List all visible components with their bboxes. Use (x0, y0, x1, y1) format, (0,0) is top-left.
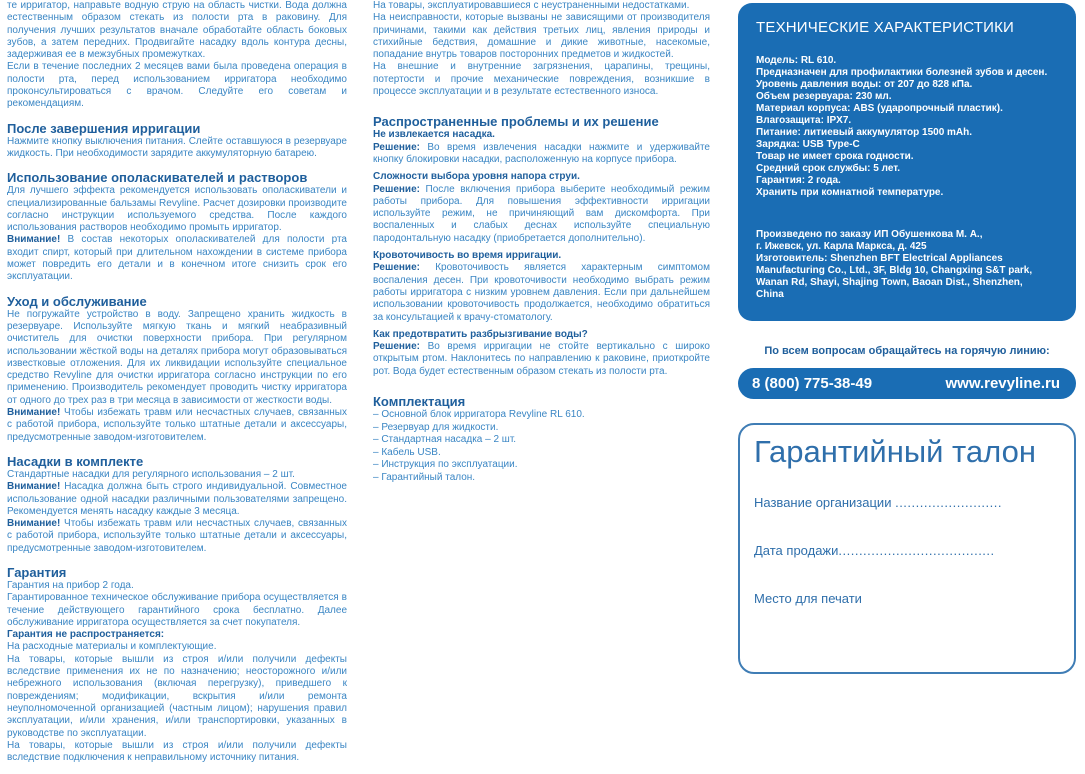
manufacturer-line: г. Ижевск, ул. Карла Маркса, д. 425 (756, 241, 927, 252)
manufacturer-line: Изготовитель: Shenzhen BFT Electrical Appliances (756, 253, 1003, 264)
section-title: Насадки в комплекте (7, 453, 144, 469)
solution-body: Во время ирригации не стойте вертикально с широко открытым ртом. Наклонитесь по направлению к раковине, приоткройте рот. Вода будет естественным образом стекать из полости рта. (373, 341, 710, 377)
website-link[interactable]: www.revyline.ru (945, 375, 1060, 392)
warning-paragraph (7, 481, 347, 518)
spec-line: Товар не имеет срока годности. (756, 151, 914, 162)
warning-paragraph (7, 407, 347, 444)
warning-paragraph (7, 234, 347, 283)
intro-paragraph: те ирригатор, направьте водную струю на область чистки. Вода должна естественным образом стекать из полости рта в раковину. Для получения лучших результатов вначале обработайте область боковых зубов, а затем передних. Продвигайте насадку вдоль контура десны, задерживая ее в межзубных промежутках. (7, 0, 347, 61)
section-title: Комплектация (373, 394, 466, 410)
column-middle (373, 0, 710, 494)
organization-label: Название организации (754, 495, 896, 510)
kit-item: – Гарантийный талон. (373, 471, 476, 483)
section-title: Гарантия (7, 564, 67, 580)
kit-section (373, 394, 710, 484)
exclusion-item: На товары, эксплуатировавшиеся с неустраненными недостатками. (373, 0, 690, 11)
spec-line: Материал корпуса: ABS (ударопрочный пластик). (756, 103, 1003, 114)
sale-date-dots: ...................................... (838, 543, 995, 558)
stamp-label: Место для печати (754, 591, 862, 606)
section-text: Гарантированное техническое обслуживание прибора осуществляется в течение действующего гарантийного срока бесплатно. Далее обслуживание ирригатора осуществляется за счет покупателя. (7, 592, 347, 628)
sale-date-field[interactable] (754, 543, 1060, 559)
kit-item: – Резервуар для жидкости. (373, 421, 499, 433)
warning-label: Внимание! (7, 234, 61, 246)
hotline-caption: По всем вопросам обращайтесь на горячую линию: (764, 345, 1050, 357)
spec-line: Хранить при комнатной температуре. (756, 187, 944, 198)
after-irrigation-section (7, 121, 347, 161)
section-text: Стандартные насадки для регулярного использования – 2 шт. (7, 468, 295, 480)
solution-body: Кровоточивость является характерным симптомом воспаления десен. При кровоточивости необходимо выбрать режим работы ирригатора с низким уровнем давления. Если при дальнейшем использовании кровоточивость продолжается, необходимо обратиться за консультацией к врачу-стоматологу. (373, 262, 710, 323)
warning-text: В состав некоторых ополаскивателей для полости рта входит спирт, который при длительном нахождении в системе прибора может повредить его детали и в конечном итоге снизить срок его эксплуатации. (7, 234, 347, 283)
manufacturer-line: China (756, 289, 784, 300)
kit-item: – Стандартная насадка – 2 шт. (373, 434, 517, 446)
intro-paragraph: Если в течение последних 2 месяцев вами была проведена операция в полости рта, перед использованием ирригатора необходимо проконсультироваться с врачом. Следуйте его советам и рекомендациям. (7, 61, 347, 110)
warning-text: Чтобы избежать травм или несчастных случаев, связанных с работой прибора, используйте только штатные детали и аксессуары, предусмотренные заводом-изготовителем. (7, 407, 347, 443)
intro-section (7, 0, 347, 111)
kit-item: – Инструкция по эксплуатации. (373, 459, 518, 471)
exclusion-item: На товары, которые вышли из строя и/или получили дефекты вследствие применения их не по назначению; неосторожного и/или небрежного использования (включая перегрузку), приведшего к повреждениям; модификации, вскрытия и/или ремонта неуполномоченной организацией (частным лицом); нарушения правил эксплуатации, и/или хранения, и/или транспортировки, указанных в руководстве по эксплуатации. (7, 653, 347, 739)
warranty-section (7, 565, 347, 764)
problem-item (373, 250, 710, 324)
solution-text (373, 341, 710, 378)
problem-item (373, 329, 710, 378)
warranty-card-title: Гарантийный талон (754, 434, 1036, 469)
spec-line: Модель: RL 610. (756, 55, 837, 66)
solution-text (373, 262, 710, 323)
exclusion-item: На внешние и внутренние загрязнения, царапины, трещины, потертости и прочие механические повреждения, возникшие в процессе эксплуатации и в результате естественного износа. (373, 61, 710, 98)
problems-section (373, 114, 710, 378)
specs-panel (738, 3, 1076, 321)
exclusions-continued (373, 0, 710, 98)
stamp-area (754, 591, 1060, 607)
solution-text (373, 142, 710, 167)
nozzles-section (7, 454, 347, 555)
hotline-bar (738, 368, 1076, 399)
spec-line: Уровень давления воды: от 207 до 828 кПа. (756, 79, 973, 90)
spec-line: Средний срок службы: 5 лет. (756, 163, 901, 174)
specs-title: ТЕХНИЧЕСКИЕ ХАРАКТЕРИСТИКИ (756, 19, 1015, 36)
section-text: Для лучшего эффекта рекомендуется использовать ополаскиватели и специализированные бальзамы Revyline. Расчет дозировки производите согласно инструкции используемого средства. После каждого использования растворов необходимо промыть ирригатор. (7, 185, 347, 234)
column-right (738, 0, 1076, 752)
organization-dots: .......................... (895, 495, 1002, 510)
spec-line: Зарядка: USB Type-C (756, 139, 860, 150)
solution-body: Во время извлечения насадки нажмите и удерживайте кнопку блокировки насадки, расположенную на корпусе прибора. (373, 141, 710, 165)
care-section (7, 294, 347, 444)
warning-label: Внимание! (7, 518, 61, 530)
section-text: Нажмите кнопку выключения питания. Слейте оставшуюся в резервуаре жидкость. При необходимости зарядите аккумуляторную батарею. (7, 135, 347, 159)
section-text: Не погружайте устройство в воду. Запрещено хранить жидкость в резервуаре. Используйте мягкую ткань и мягкий неабразивный очиститель для очистки поверхности прибора. При регулярном использовании жёсткой воды на деталях прибора могут образовываться известковые отложения. Для их ликвидации используйте специальное средство Revyline для очистки ирригатора согласно инструкции по его применению. Производитель рекомендует проводить чистку ирригатора от одного до трех раз в три месяца в зависимости от жесткости воды. (7, 308, 347, 406)
kit-list (373, 409, 710, 484)
problem-title: Кровоточивость во время ирригации. (373, 250, 562, 262)
manufacturer-line: Manufacturing Co., Ltd., 3F, Bldg 10, Changxing S&T park, (756, 265, 1033, 276)
manufacturer-line: Произведено по заказу ИП Обушенкова М. А., (756, 229, 983, 240)
exclusion-item: На неисправности, которые вызваны не зависящими от производителя причинами, такими как действия третьих лиц, явления природы и стихийные бедствия, домашние и дикие животные, насекомые, попадание внутрь товаров посторонних предметов и жидкостей. (373, 12, 710, 61)
exclusion-item: На товары, которые вышли из строя и/или получили дефекты вследствие подключения к неправильному источнику питания. (7, 739, 347, 764)
section-title: Распространенные проблемы и их решение (373, 114, 659, 130)
kit-item: – Кабель USB. (373, 446, 441, 458)
column-left (7, 0, 347, 774)
section-title: Уход и обслуживание (7, 293, 147, 309)
hotline-phone[interactable]: 8 (800) 775-38-49 (752, 375, 873, 392)
problem-title: Как предотвратить разбрызгивание воды? (373, 328, 588, 340)
kit-item: – Основной блок ирригатора Revyline RL 610. (373, 409, 585, 421)
manufacturer-line: Wanan Rd, Shayi, Shajing Town, Baoan Dist., Shenzhen, (756, 277, 1023, 288)
section-text: Гарантия на прибор 2 года. (7, 579, 134, 591)
section-title: Использование ополаскивателей и растворов (7, 170, 308, 186)
specs-list (756, 55, 1058, 199)
rinses-section (7, 170, 347, 283)
warning-text: Чтобы избежать травм или несчастных случаев, связанных с работой прибора, используйте только штатные детали и аксессуары, предусмотренные заводом-изготовителем. (7, 518, 347, 554)
spec-line: Предназначен для профилактики болезней зубов и десен. (756, 67, 1048, 78)
solution-label: Решение: (373, 341, 420, 353)
solution-label: Решение: (373, 262, 420, 274)
section-title: После завершения ирригации (7, 120, 201, 136)
solution-body: После включения прибора выберите необходимый режим работы прибора. Для повышения эффективности ирригации используйте режим, не причиняющий вам дискомфорта. При воспаленных и слабых деснах используйте специальную пародонтальную насадку (приобретается дополнительно). (373, 183, 710, 244)
spec-line: Гарантия: 2 года. (756, 175, 841, 186)
spec-line: Влагозащита: IPX7. (756, 115, 852, 126)
warranty-card (738, 423, 1076, 674)
warning-label: Внимание! (7, 481, 61, 493)
warning-text: Насадка должна быть строго индивидуальной. Совместное использование одной насадки различными пользователями запрещено. Рекомендуется менять насадку каждые 3 месяца. (7, 481, 347, 517)
sale-date-label: Дата продажи (754, 543, 839, 558)
problem-title: Не извлекается насадка. (373, 129, 495, 141)
solution-label: Решение: (373, 183, 420, 195)
solution-label: Решение: (373, 141, 420, 153)
organization-field[interactable] (754, 495, 1060, 511)
spec-line: Объем резервуара: 230 мл. (756, 91, 892, 102)
spec-line: Питание: литиевый аккумулятор 1500 mAh. (756, 127, 973, 138)
exclusions-label: Гарантия не распространяется: (7, 629, 165, 641)
solution-text (373, 184, 710, 245)
problem-item (373, 171, 710, 245)
exclusion-item: На расходные материалы и комплектующие. (7, 641, 217, 653)
warning-label: Внимание! (7, 407, 61, 419)
problem-item (373, 129, 710, 166)
problem-title: Сложности выбора уровня напора струи. (373, 171, 580, 183)
warning-paragraph (7, 518, 347, 555)
manufacturer-info (756, 229, 1058, 301)
